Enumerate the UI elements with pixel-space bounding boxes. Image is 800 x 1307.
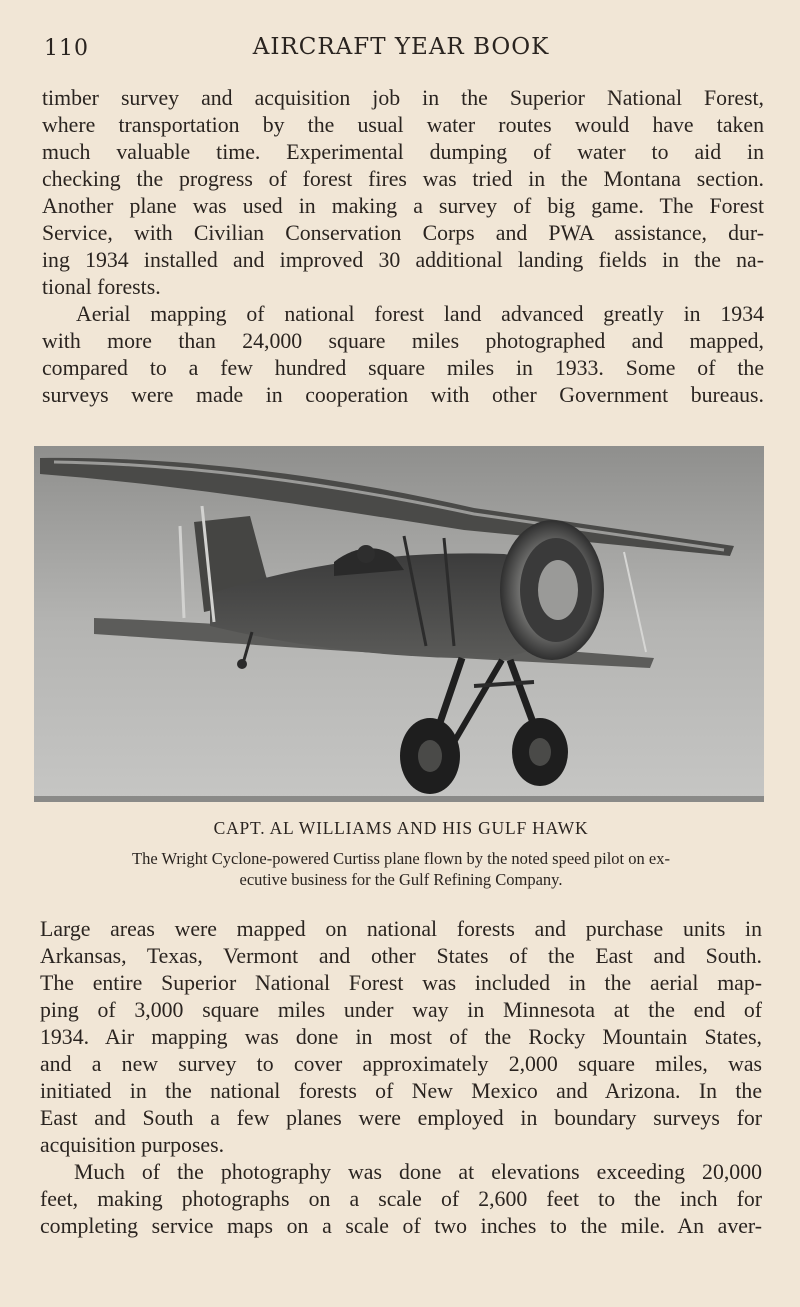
text-line: The entire Superior National Forest was included in the aerial map- bbox=[40, 971, 762, 995]
text-line: Aerial mapping of national forest land advanced greatly in 1934 bbox=[76, 302, 764, 326]
text-line: where transportation by the usual water routes would have taken bbox=[42, 113, 764, 137]
caption-title: CAPT. AL WILLIAMS AND HIS GULF HAWK bbox=[213, 818, 589, 838]
top-text-block bbox=[42, 85, 764, 409]
book-page bbox=[40, 0, 762, 1307]
text-line: Arkansas, Texas, Vermont and other States of the East and South. bbox=[40, 944, 762, 968]
text-line: tional forests. bbox=[42, 275, 161, 299]
caption-line: ecutive business for the Gulf Refining Company. bbox=[239, 870, 563, 889]
running-title: AIRCRAFT YEAR BOOK bbox=[252, 34, 550, 60]
text-line: acquisition purposes. bbox=[40, 1133, 225, 1157]
text-line: and a new survey to cover approximately 2,000 square miles, was bbox=[40, 1052, 762, 1076]
caption-line: The Wright Cyclone-powered Curtiss plane flown by the noted speed pilot on ex- bbox=[132, 849, 670, 868]
text-line: checking the progress of forest fires was tried in the Montana section. bbox=[42, 167, 764, 191]
text-line: feet, making photographs on a scale of 2,600 feet to the inch for bbox=[40, 1187, 762, 1211]
text-line: ping of 3,000 square miles under way in Minnesota at the end of bbox=[40, 998, 762, 1022]
text-line: 1934. Air mapping was done in most of the Rocky Mountain States, bbox=[40, 1025, 762, 1049]
text-line: Large areas were mapped on national forests and purchase units in bbox=[40, 917, 762, 941]
text-line: completing service maps on a scale of two inches to the mile. An aver- bbox=[40, 1214, 762, 1238]
bottom-text-block bbox=[40, 916, 762, 1240]
text-line: timber survey and acquisition job in the Superior National Forest, bbox=[42, 86, 764, 110]
text-line: Much of the photography was done at elevations exceeding 20,000 bbox=[74, 1160, 762, 1184]
page-header bbox=[40, 34, 762, 64]
text-line: surveys were made in cooperation with other Government bureaus. bbox=[42, 383, 764, 407]
text-line: Service, with Civilian Conservation Corps and PWA assistance, dur- bbox=[42, 221, 764, 245]
text-line: much valuable time. Experimental dumping of water to aid in bbox=[42, 140, 764, 164]
text-line: ing 1934 installed and improved 30 additional landing fields in the na- bbox=[42, 248, 764, 272]
text-line: with more than 24,000 square miles photographed and mapped, bbox=[42, 329, 764, 353]
text-line: initiated in the national forests of New Mexico and Arizona. In the bbox=[40, 1079, 762, 1103]
text-line: Another plane was used in making a survey of big game. The Forest bbox=[42, 194, 764, 218]
caption-text bbox=[40, 848, 762, 890]
text-line: East and South a few planes were employed in boundary surveys for bbox=[40, 1106, 762, 1130]
biplane-photo bbox=[34, 446, 764, 802]
text-line: compared to a few hundred square miles in 1933. Some of the bbox=[42, 356, 764, 380]
page-number: 110 bbox=[44, 36, 89, 61]
